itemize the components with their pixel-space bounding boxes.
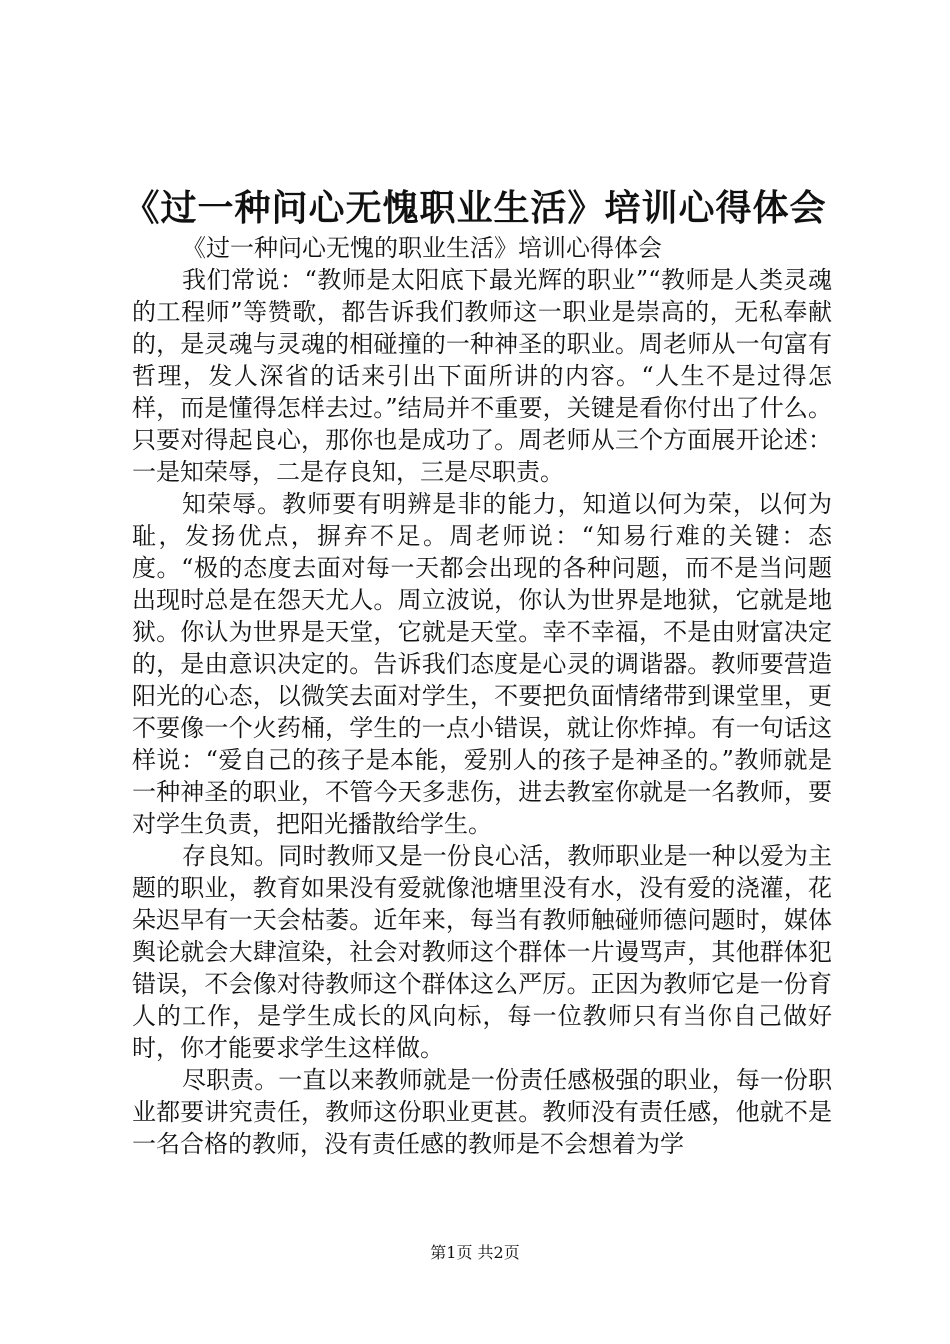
subtitle-paragraph: 《过一种问心无愧的职业生活》培训心得体会 (182, 234, 662, 262)
honor-paragraph: 知荣辱。教师要有明辨是非的能力，知道以何为荣，以何为耻，发扬优点，摒弃不足。周老师说：“知易行难的关键：态度。“极的态度去面对每一天都会出现的各种问题，而不是当问题出现时总是在怨天尤人。周立波说，你认为世界是地狱，它就是地狱。你认为世界是天堂，它就是天堂。幸不幸福，不是由财富决定的，是由意识决定的。告诉我们态度是心灵的调谐器。教师要营造阳光的心态，以微笑去面对学生，不要把负面情绪带到课堂里，更不要像一个火药桶，学生的一点小错误，就让你炸掉。有一句话这样说：“爱自己的孩子是本能，爱别人的孩子是神圣的。”教师就是一种神圣的职业，不管今天多悲伤，进去教室你就是一名教师，要对学生负责，把阳光播散给学生。 (132, 490, 832, 838)
responsibility-paragraph: 尽职责。一直以来教师就是一份责任感极强的职业，每一份职业都要讲究责任，教师这份职业更甚。教师没有责任感，他就不是一名合格的教师，没有责任感的教师是不会想着为学 (132, 1066, 832, 1158)
document-title: 《过一种问心无愧职业生活》培训心得体会 (123, 187, 827, 229)
conscience-paragraph: 存良知。同时教师又是一份良心活，教师职业是一种以爱为主题的职业，教育如果没有爱就像池塘里没有水，没有爱的浇灌，花朵迟早有一天会枯萎。近年来，每当有教师触碰师德问题时，媒体舆论就会大肆渲染，社会对教师这个群体一片谩骂声，其他群体犯错误，不会像对待教师这个群体这么严厉。正因为教师它是一份育人的工作，是学生成长的风向标，每一位教师只有当你自己做好时，你才能要求学生这样做。 (132, 842, 832, 1062)
intro-paragraph: 我们常说：“教师是太阳底下最光辉的职业”“教师是人类灵魂的工程师”等赞歌，都告诉我们教师这一职业是崇高的，无私奉献的，是灵魂与灵魂的相碰撞的一种神圣的职业。周老师从一句富有哲理，发人深省的话来引出下面所讲的内容。“人生不是过得怎样，而是懂得怎样去过。”结局并不重要，关键是看你付出了什么。只要对得起良心，那你也是成功了。周老师从三个方面展开论述：一是知荣辱，二是存良知，三是尽职责。 (132, 266, 832, 486)
document-body (132, 232, 832, 1160)
page-number-footer: 第1页 共2页 (430, 1243, 520, 1262)
